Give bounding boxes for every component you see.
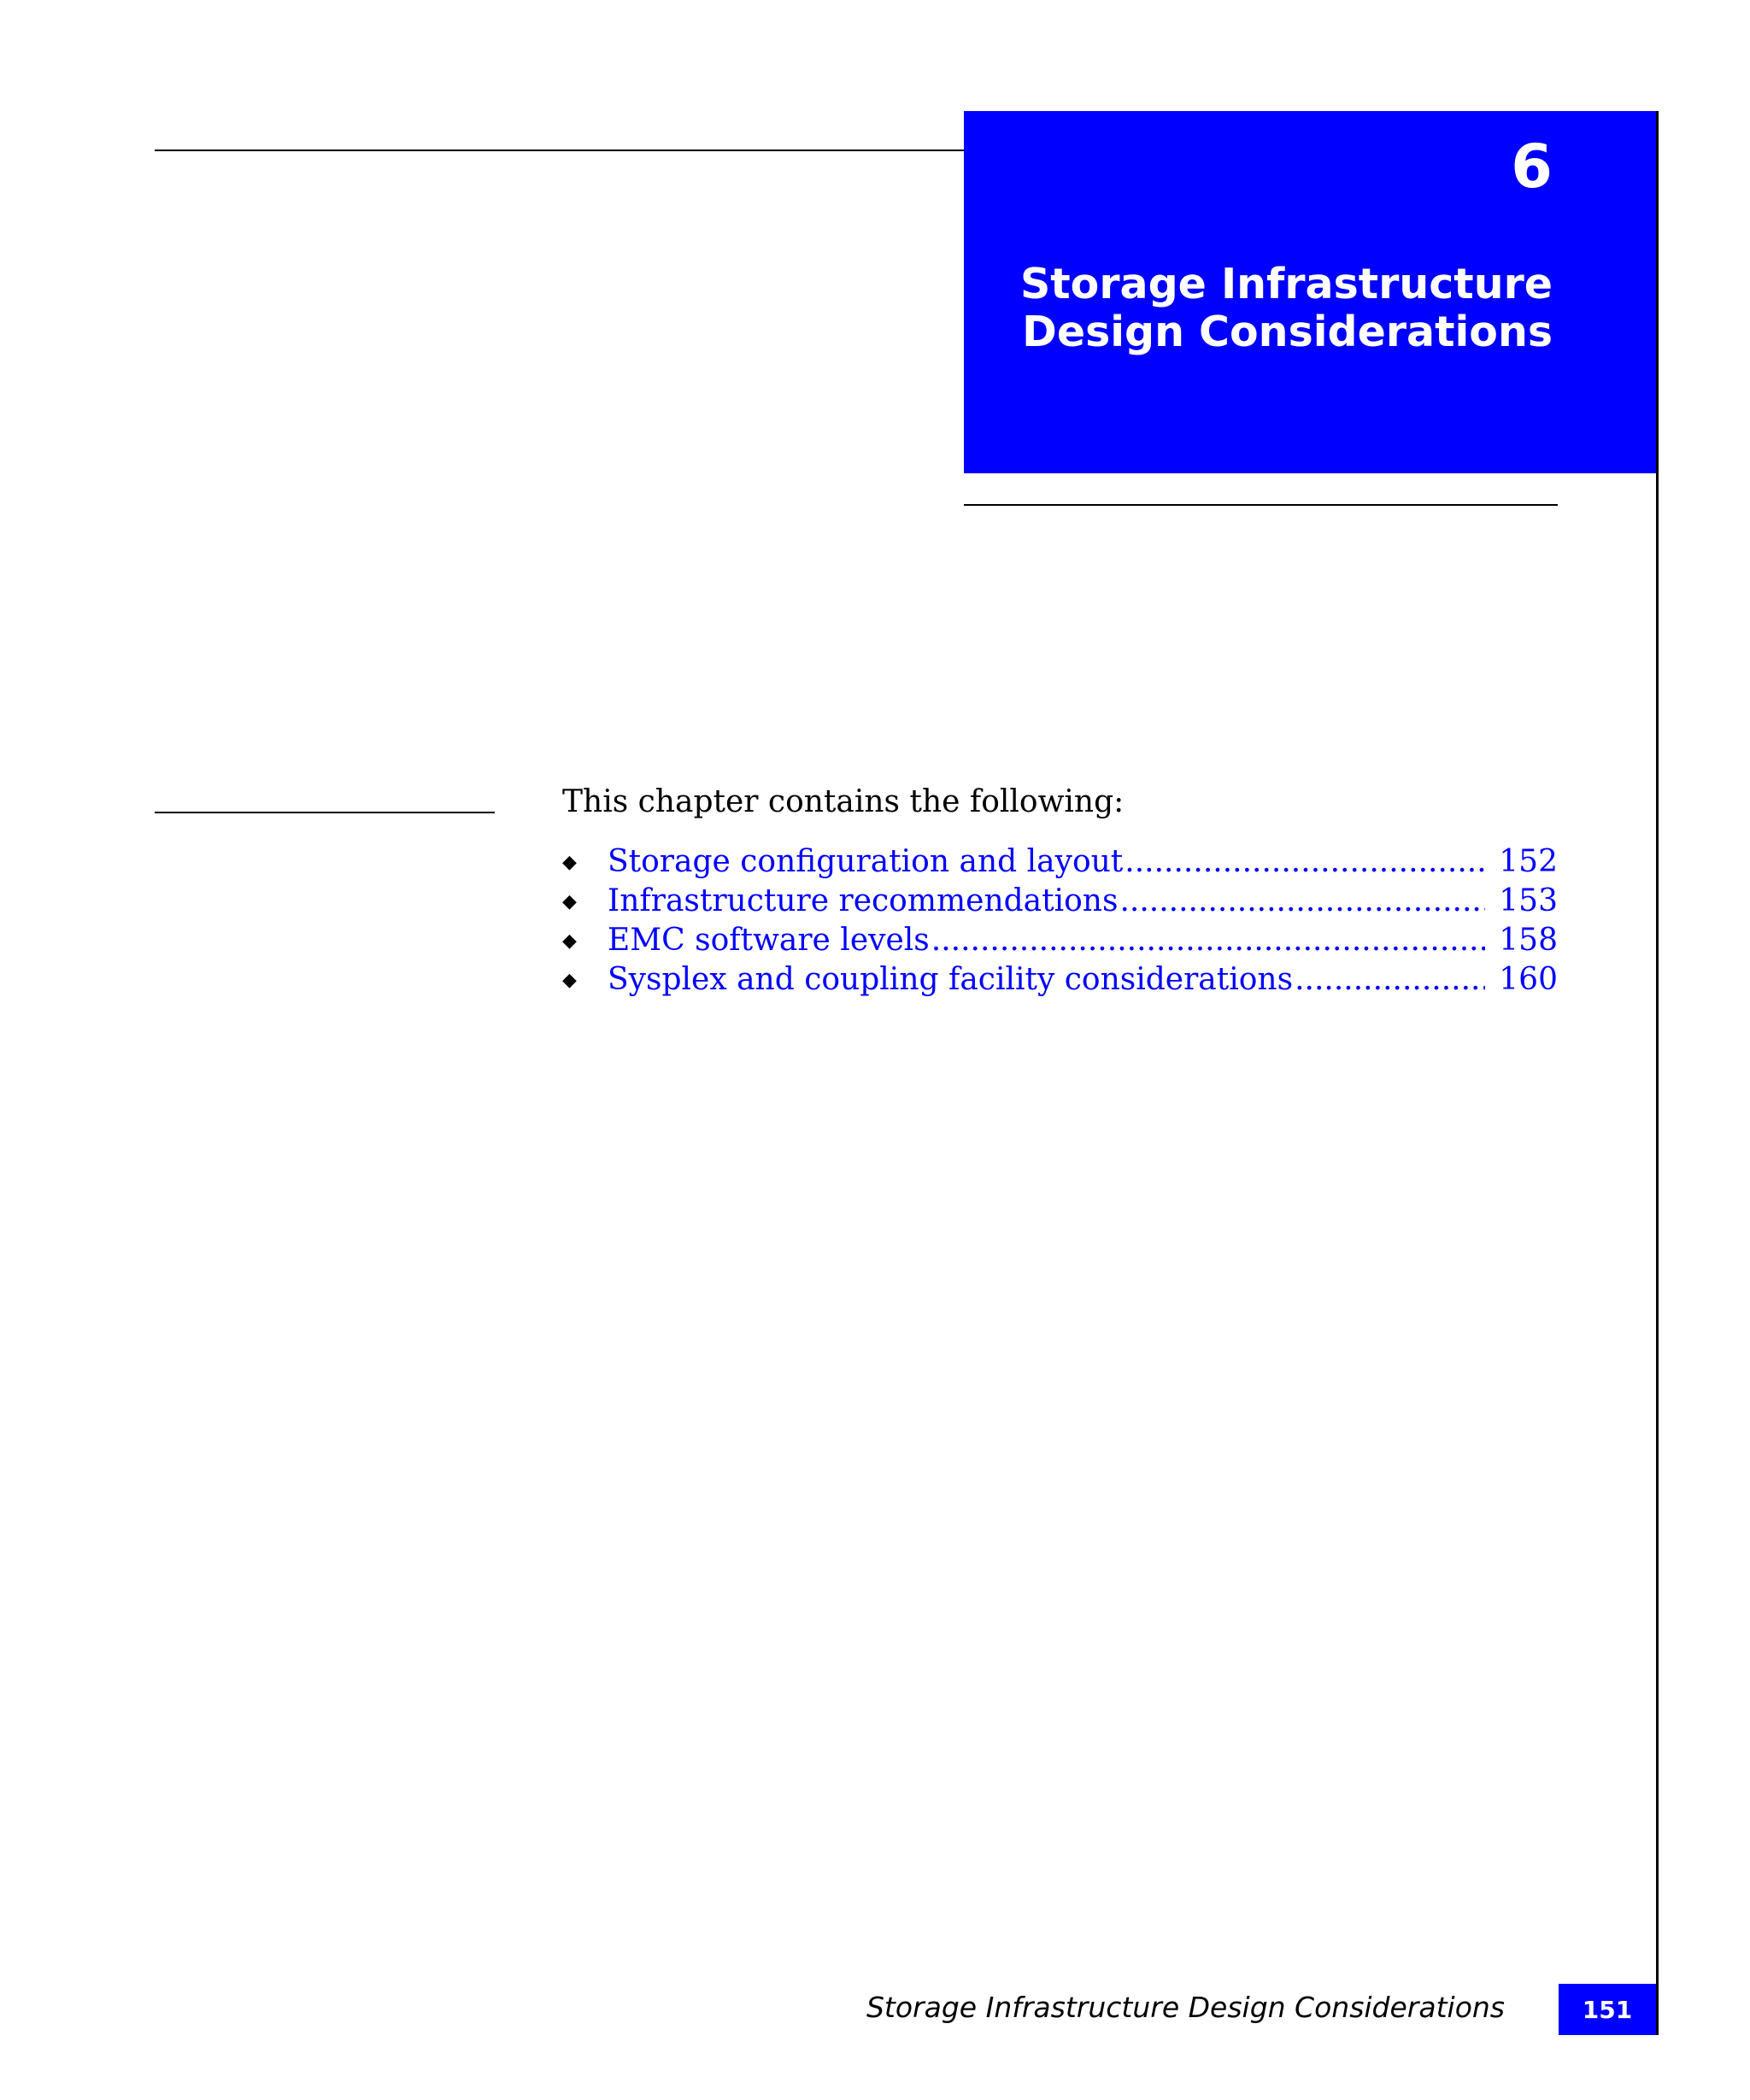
diamond-bullet-icon: ◆ [562, 852, 577, 873]
chapter-number: 6 [1511, 132, 1553, 202]
toc-entry[interactable] [562, 883, 1558, 923]
chapter-header-box [964, 111, 1659, 473]
chapter-box-underline [964, 504, 1558, 506]
chapter-title-line-2: Design Considerations [1022, 308, 1553, 356]
page-number: 151 [1582, 1995, 1633, 2024]
page-number-badge [1559, 1984, 1656, 2035]
toc-entry[interactable] [562, 923, 1558, 962]
toc-entry-page[interactable]: 158 [1499, 923, 1558, 958]
toc-entry[interactable] [562, 962, 1558, 1001]
toc-entry-page[interactable]: 152 [1499, 844, 1558, 879]
toc-entry-label[interactable]: Storage configuration and layout [608, 844, 1124, 879]
running-footer-title: Storage Infrastructure Design Considerations [866, 1991, 1505, 2024]
toc-leader-dots [1125, 844, 1485, 879]
chapter-intro: This chapter contains the following: [562, 784, 1125, 819]
toc-entry-page[interactable]: 153 [1499, 883, 1558, 918]
chapter-title [1020, 261, 1553, 356]
toc-entry-label[interactable]: Sysplex and coupling facility considerations [608, 962, 1294, 997]
toc-leader-dots [1119, 883, 1485, 918]
section-left-rule [155, 812, 495, 813]
diamond-bullet-icon: ◆ [562, 930, 577, 952]
toc-leader-dots [1295, 962, 1485, 997]
toc-entry[interactable] [562, 844, 1558, 883]
toc-entry-label[interactable]: EMC software levels [608, 923, 930, 958]
toc-entry-page[interactable]: 160 [1499, 962, 1558, 997]
diamond-bullet-icon: ◆ [562, 891, 577, 912]
chapter-title-line-1: Storage Infrastructure [1019, 260, 1553, 308]
chapter-toc [562, 844, 1558, 1001]
toc-entry-label[interactable]: Infrastructure recommendations [608, 883, 1119, 918]
right-margin-rule [1656, 111, 1659, 2035]
diamond-bullet-icon: ◆ [562, 970, 577, 991]
toc-leader-dots [931, 923, 1486, 958]
